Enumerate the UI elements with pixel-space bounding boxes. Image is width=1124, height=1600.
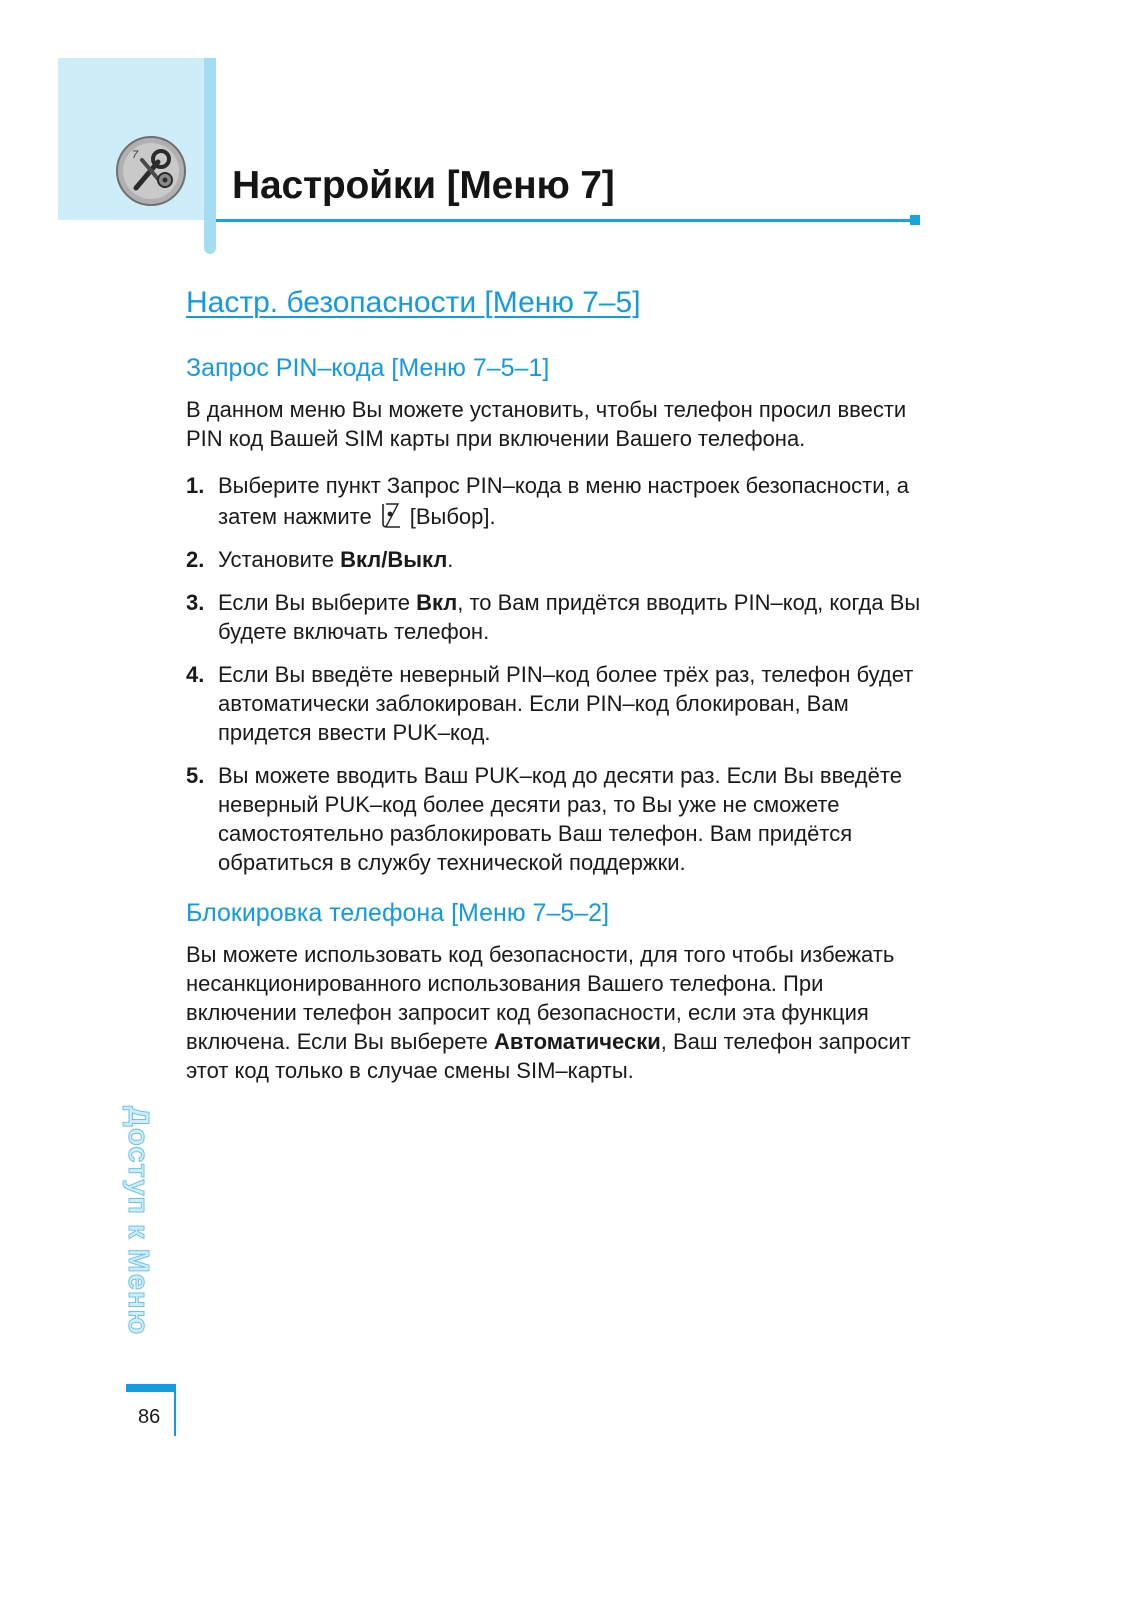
phone-lock-text-part: Вы можете использовать код безопасности, для того чтобы избежать несанкционированного использования Вашего телефона. При включении телефон запросит код безопасности, если эта функция включена. Если Вы выберете [186,942,895,1054]
header-accent-bar [204,58,216,254]
title-underline-end [910,215,920,225]
option-name: Автоматически [494,1029,661,1054]
option-name: Вкл/Выкл [340,547,448,572]
step-number: 5. [186,763,205,788]
page-number-bar [126,1384,176,1392]
pin-request-intro: В данном меню Вы можете установить, чтобы телефон просил ввести PIN код Вашей SIM карты при включении Вашего телефона. [186,397,907,451]
step-text-part: Установите [218,547,341,572]
step-text-part: Если Вы выберите [218,590,417,615]
page-number-line [174,1392,176,1436]
step-text-part: [Выбор]. [409,504,496,529]
page-number: 86 [138,1406,161,1428]
page-title: Настройки [Меню 7] [232,164,615,207]
step-number: 2. [186,547,205,572]
settings-tools-icon [112,132,190,210]
step-text: Если Вы введёте неверный PIN–код более трёх раз, телефон будет автоматически заблокирован. Если PIN–код блокирован, Вам придется ввести PUK–код. [218,662,914,745]
step-text-part: Выберите пункт Запрос PIN–кода в меню настроек безопасности, а затем нажмите [218,473,910,529]
phone-lock-text-part: , Ваш телефон запросит этот код только в случае смены SIM–карты. [186,1029,911,1083]
header-icon-number: 7 [132,149,139,161]
step-text [218,471,934,531]
step-text [218,545,934,574]
title-underline [216,219,916,222]
pin-request-title: Запрос PIN–кода [Меню 7–5–1] [186,354,550,382]
step-text [218,588,934,646]
step-text-part: , то Вам придётся вводить PIN–код, когда Вы будете включать телефон. [218,590,921,644]
option-name: Вкл [416,590,458,615]
step-number: 4. [186,662,205,687]
step-number: 3. [186,590,205,615]
step-1 [186,471,934,531]
step-4 [186,660,934,747]
step-text: Вы можете вводить Ваш PUK–код до десяти раз. Если Вы введёте неверный PUK–код более десяти раз, то Вы уже не сможете самостоятельно разблокировать Ваш телефон. Вам придётся обратиться в службу технической поддержки. [218,763,902,875]
side-chapter-label: Доступ к Меню [122,1106,154,1336]
pin-request-steps [186,471,934,877]
left-softkey-icon [378,500,404,530]
step-text-part: . [447,547,454,572]
section-title: Настр. безопасности [Меню 7–5] [186,286,641,319]
phone-lock-title: Блокировка телефона [Меню 7–5–2] [186,899,610,927]
content [186,286,934,1103]
step-2 [186,545,934,574]
step-5 [186,761,934,877]
step-number: 1. [186,473,205,498]
step-3 [186,588,934,646]
phone-lock-description [186,940,934,1085]
